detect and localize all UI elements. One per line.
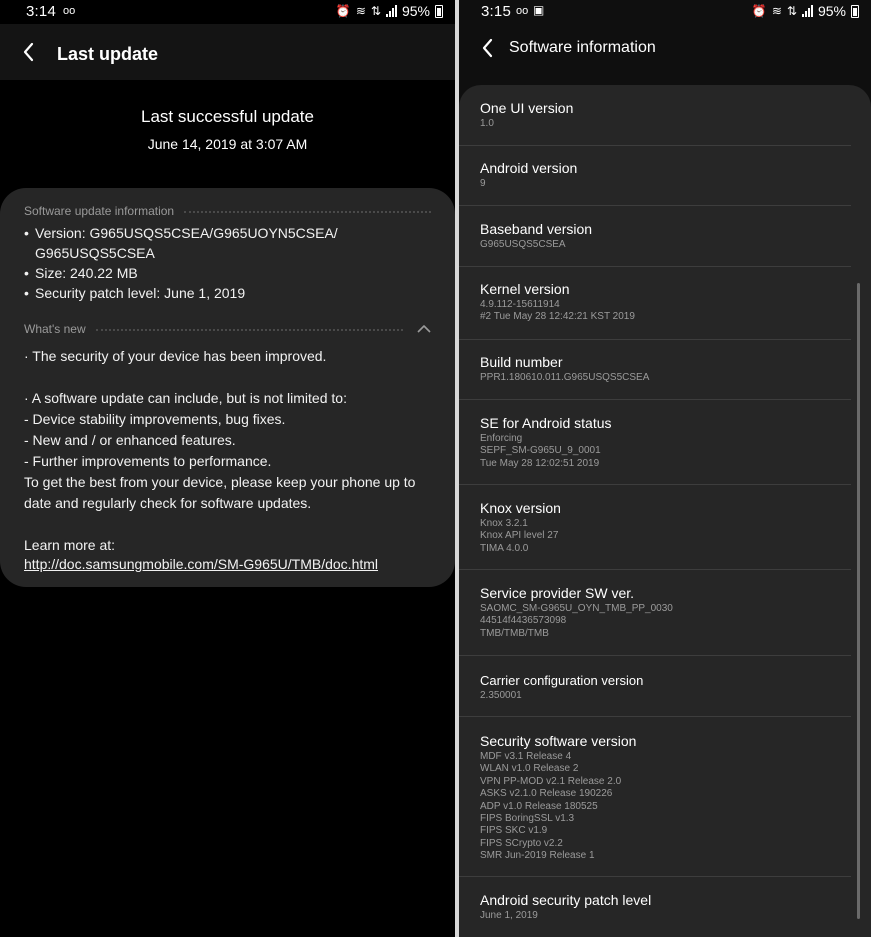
- signal-icon: [386, 5, 397, 17]
- whats-new-body: · The security of your device has been improved. · A software update can include, but is not limited to: - Device stability improvements, bug fixes. - New and / or enhanced features. - Further improvements to performance. To get the best from your device, please keep your phone up to date and regularly check for software updates. Learn more at:: [24, 348, 416, 553]
- software-information-screen: [459, 0, 871, 937]
- voicemail-icon: oo: [63, 5, 76, 17]
- status-icons: [752, 3, 859, 19]
- scrollbar[interactable]: [857, 283, 860, 919]
- chevron-up-icon[interactable]: [417, 324, 431, 334]
- back-arrow-icon: [20, 38, 40, 66]
- item-value: Knox 3.2.1 Knox API level 27 TIMA 4.0.0: [480, 518, 559, 554]
- software-info-card: [459, 85, 871, 937]
- learn-more-link[interactable]: http://doc.samsungmobile.com/SM-G965U/TMB/doc.html: [24, 556, 379, 572]
- item-title: Carrier configuration version: [480, 673, 644, 688]
- last-update-date: June 14, 2019 at 3:07 AM: [147, 136, 308, 152]
- item-value: 2.350001: [480, 690, 522, 701]
- item-value: MDF v3.1 Release 4 WLAN v1.0 Release 2 VPN PP-MOD v2.1 Release 2.0 ASKS v2.1.0 Release 190226 ADP v1.0 Release 180525 FIPS BoringSSL v1.3 FIPS SKC v1.9 FIPS SCrypto v2.2 SMR Jun-2019 Release 1: [480, 751, 622, 862]
- item-value: 1.0: [480, 118, 494, 129]
- status-bar: [0, 0, 455, 24]
- divider: [459, 266, 851, 267]
- divider: [459, 399, 851, 400]
- list-item-android-version[interactable]: [480, 160, 852, 190]
- item-title: One UI version: [480, 100, 574, 116]
- battery-percent: 95%: [817, 3, 846, 19]
- item-value: 9: [480, 178, 486, 189]
- item-value: SAOMC_SM-G965U_OYN_TMB_PP_0030 44514f4436573098 TMB/TMB/TMB: [480, 603, 673, 639]
- item-title: Security software version: [480, 733, 637, 749]
- divider: [96, 329, 403, 331]
- divider: [459, 876, 851, 877]
- item-title: Service provider SW ver.: [480, 585, 635, 601]
- wifi-icon: ≋: [771, 4, 782, 18]
- list-item-build-number[interactable]: [480, 354, 852, 384]
- item-value: June 1, 2019: [480, 910, 538, 921]
- back-button[interactable]: [479, 34, 499, 62]
- item-title: Android version: [480, 160, 578, 176]
- update-details-card: [0, 188, 455, 587]
- back-button[interactable]: [20, 38, 40, 66]
- whats-new-heading: What's new: [24, 322, 86, 336]
- item-title: SE for Android status: [480, 415, 612, 431]
- status-bar: [459, 0, 871, 24]
- divider: [459, 716, 851, 717]
- divider: [459, 145, 851, 146]
- app-bar: [459, 24, 871, 74]
- list-item-kernel-version[interactable]: [480, 281, 852, 324]
- wifi-icon: ≋: [355, 4, 366, 18]
- data-transfer-icon: ⇅: [370, 4, 381, 18]
- item-value: Enforcing SEPF_SM-G965U_9_0001 Tue May 28 12:02:51 2019: [480, 433, 601, 469]
- list-item-se-android-status[interactable]: [480, 415, 852, 470]
- size-item: • Size: 240.22 MB: [24, 263, 431, 283]
- alarm-icon: ⏰: [335, 4, 351, 18]
- status-icons: [336, 3, 443, 19]
- list-item-baseband-version[interactable]: [480, 221, 852, 251]
- item-value: G965USQS5CSEA: [480, 239, 566, 250]
- software-info-heading: Software update information: [24, 204, 175, 218]
- status-time: 3:15: [481, 3, 511, 20]
- list-item-one-ui-version[interactable]: [480, 100, 852, 130]
- image-icon: ▣: [533, 3, 545, 17]
- battery-percent: 95%: [401, 3, 430, 19]
- divider: [459, 205, 851, 206]
- last-update-heading: Last successful update: [141, 107, 314, 126]
- divider: [459, 569, 851, 570]
- whats-new-header[interactable]: [24, 320, 431, 338]
- list-item-carrier-config[interactable]: [480, 672, 852, 702]
- alarm-icon: ⏰: [751, 4, 767, 18]
- divider: [459, 655, 851, 656]
- battery-icon: [435, 5, 443, 18]
- page-title: Last update: [57, 44, 159, 64]
- battery-icon: [851, 5, 859, 18]
- divider: [459, 339, 851, 340]
- item-title: Build number: [480, 354, 563, 370]
- page-title: Software information: [509, 39, 656, 56]
- item-title: Android security patch level: [480, 892, 652, 908]
- software-info-list: [24, 223, 431, 303]
- list-item-security-software[interactable]: [480, 733, 852, 863]
- data-transfer-icon: ⇅: [786, 4, 797, 18]
- back-arrow-icon: [479, 34, 499, 62]
- divider: [184, 211, 431, 213]
- item-value: 4.9.112-15611914 #2 Tue May 28 12:42:21 KST 2019: [480, 299, 635, 323]
- list-item-android-security-patch[interactable]: [480, 892, 852, 922]
- item-title: Kernel version: [480, 281, 570, 297]
- divider: [459, 484, 851, 485]
- app-bar: [0, 24, 455, 80]
- version-item: • Version: G965USQS5CSEA/G965UOYN5CSEA/ G965USQS5CSEA: [24, 223, 431, 263]
- item-title: Baseband version: [480, 221, 593, 237]
- software-info-header: [24, 202, 431, 220]
- status-time: 3:14: [26, 3, 56, 20]
- signal-icon: [802, 5, 813, 17]
- security-patch-item: • Security patch level: June 1, 2019: [24, 283, 431, 303]
- item-title: Knox version: [480, 500, 561, 516]
- item-value: PPR1.180610.011.G965USQS5CSEA: [480, 372, 650, 383]
- list-item-service-provider-sw[interactable]: [480, 585, 852, 640]
- list-item-knox-version[interactable]: [480, 500, 852, 555]
- voicemail-icon: oo: [516, 5, 529, 17]
